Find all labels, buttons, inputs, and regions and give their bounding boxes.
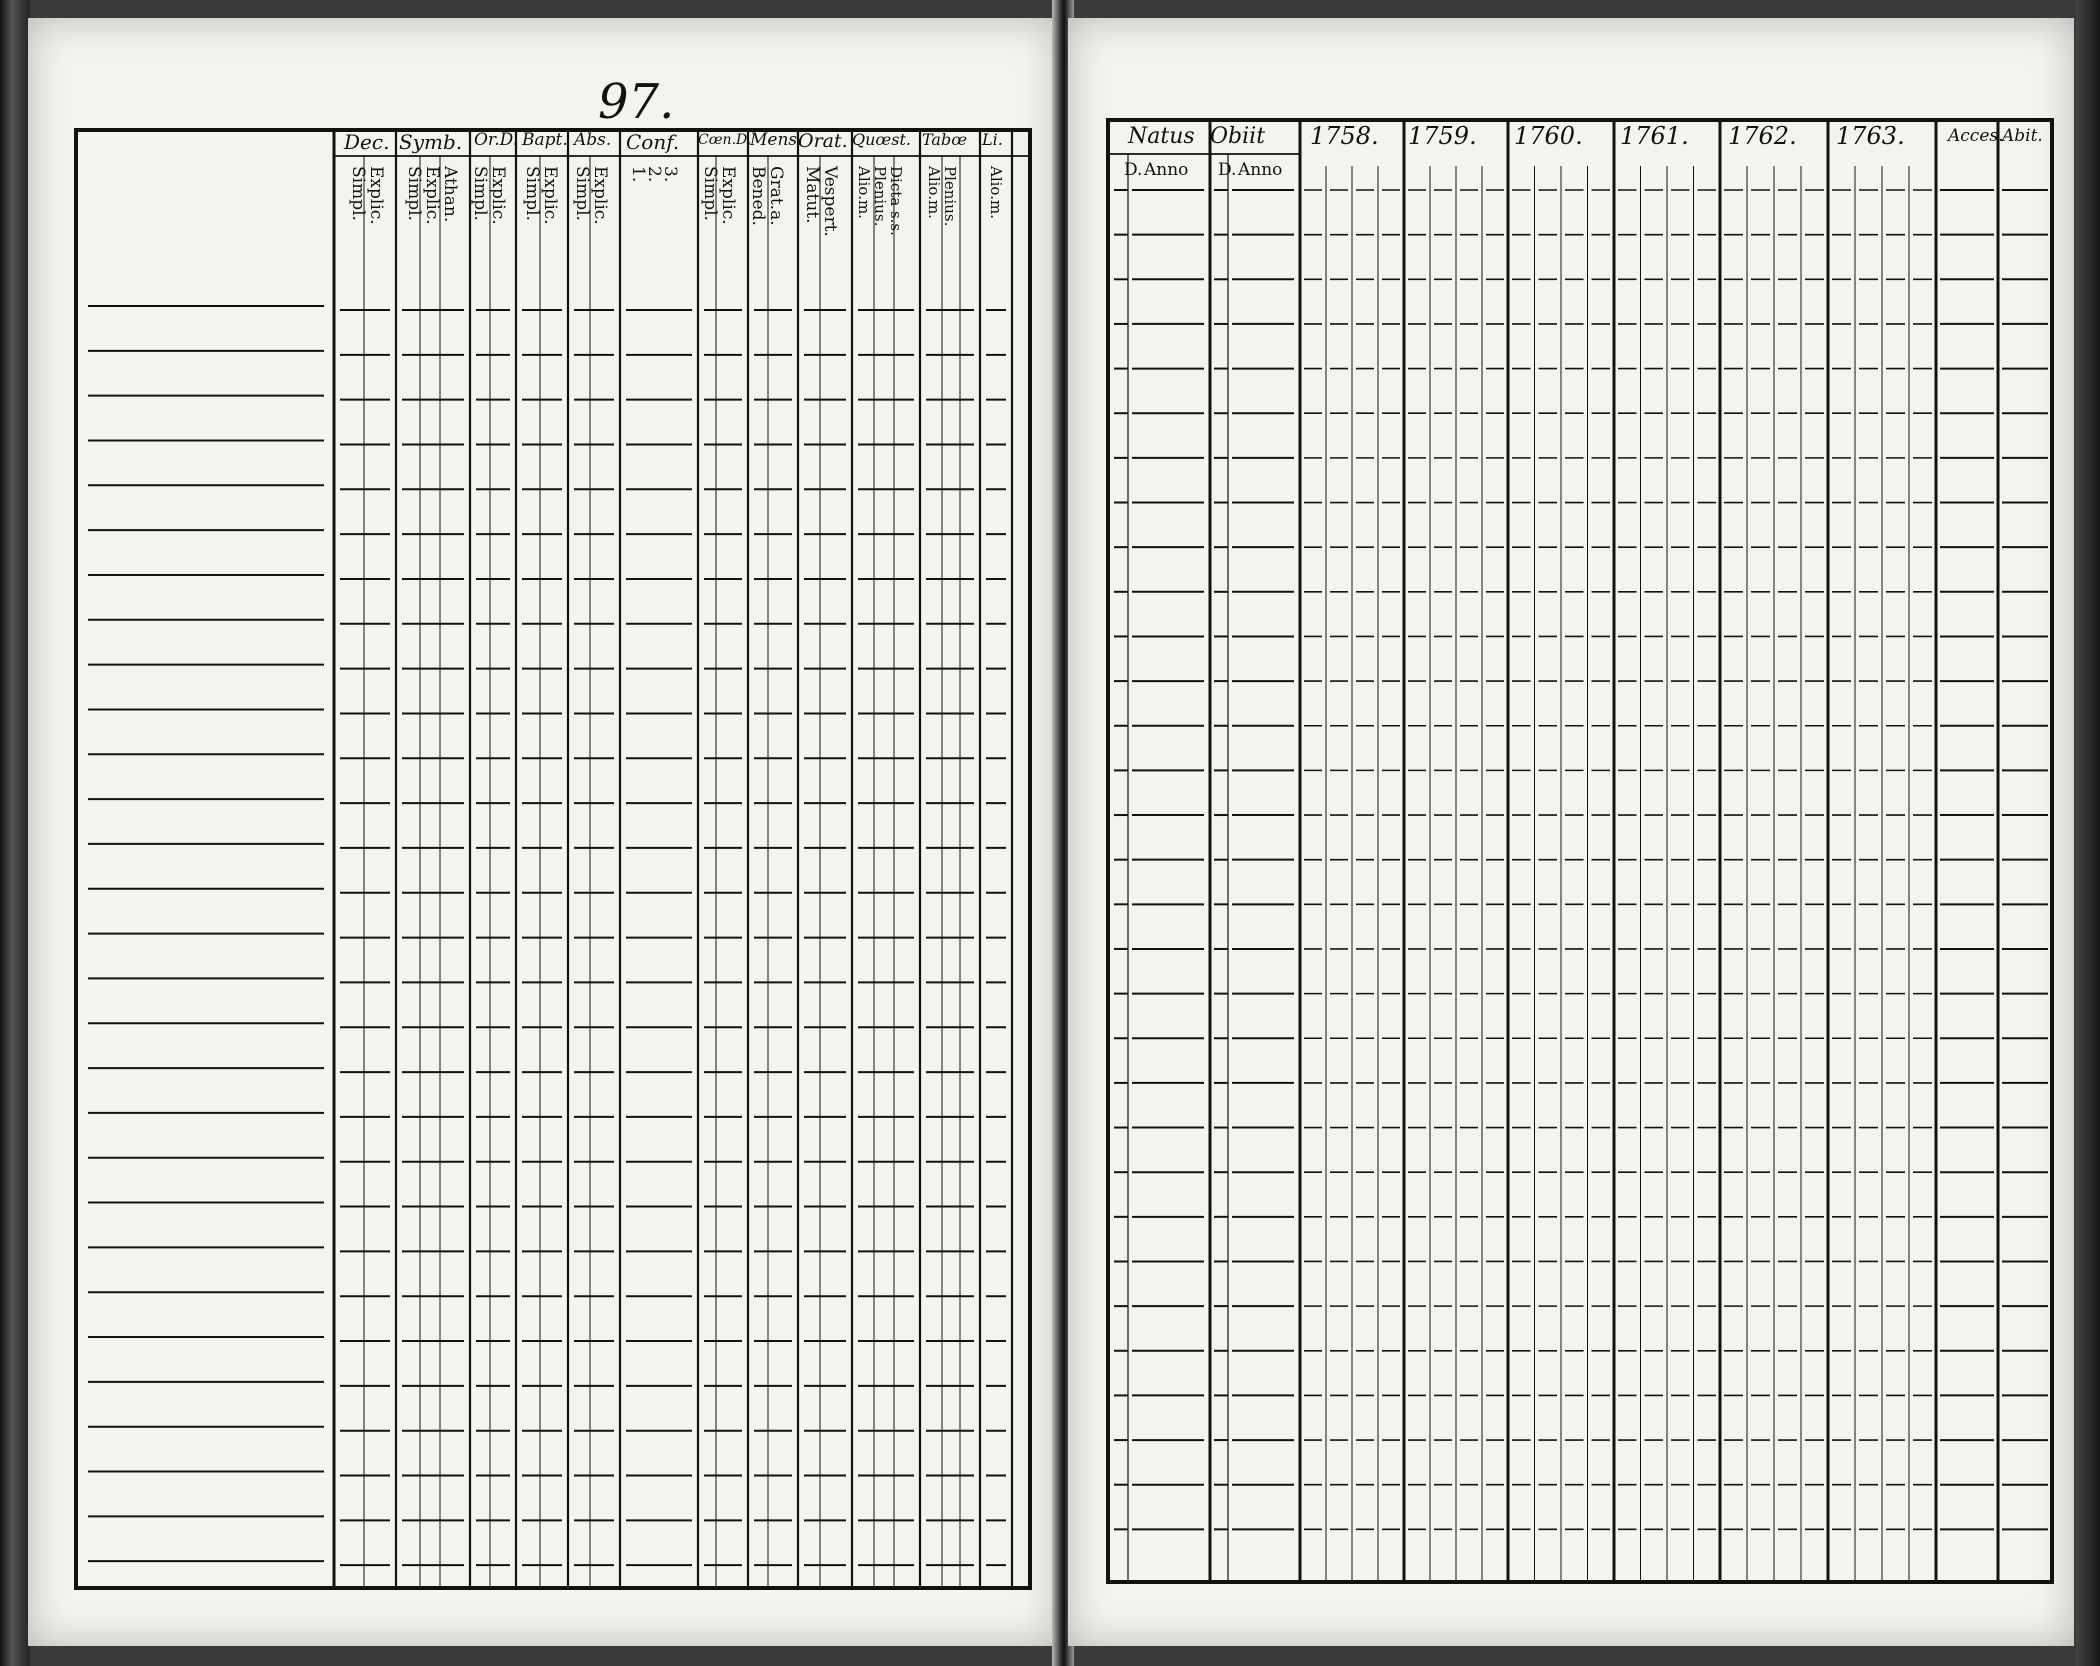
sub-ord-explic: Explic.: [488, 166, 508, 225]
sub-conf-2: 2.: [644, 166, 664, 183]
sub-quaest-dicta: Dicta s.s.: [887, 166, 905, 236]
year-1758: 1758.: [1310, 122, 1379, 150]
col-header-orat: Orat.: [798, 130, 848, 152]
right-book-edge: [2076, 0, 2100, 1666]
sub-dec-explic: Explic.: [366, 166, 386, 225]
col-header-li: Li.: [982, 130, 1003, 149]
year-1760: 1760.: [1514, 122, 1583, 150]
col-header-quaest: Quœst.: [852, 130, 911, 149]
left-ruled-table: [28, 18, 1058, 1646]
sub-ord-simpl: Simpl.: [470, 166, 490, 221]
sub-orat-vespert: Vespert.: [820, 166, 840, 237]
col-header-natus: Natus: [1128, 124, 1195, 149]
sub-bapt-simpl: Simpl.: [522, 166, 542, 221]
sub-mens-bened: Bened.: [748, 166, 768, 226]
col-header-dec: Dec.: [344, 130, 390, 154]
sub-tabae-plenius: Plenius.: [941, 166, 959, 227]
year-1761: 1761.: [1620, 122, 1689, 150]
obiit-anno: Anno: [1238, 160, 1283, 180]
sub-quaest-plenius: Plenius.: [871, 166, 889, 227]
col-header-acces: Acces.: [1948, 126, 2004, 146]
sub-coend-simpl: Simpl.: [700, 166, 720, 221]
sub-li-alio: Alio.m.: [987, 166, 1005, 219]
left-table-frame: [76, 130, 1030, 1588]
col-header-abit: Abit.: [2002, 126, 2043, 146]
sub-conf-1: 1.: [628, 166, 648, 183]
year-1763: 1763.: [1836, 122, 1905, 150]
sub-orat-matut: Matut.: [802, 166, 822, 224]
sub-bapt-explic: Explic.: [540, 166, 560, 225]
year-1762: 1762.: [1728, 122, 1797, 150]
col-header-conf: Conf.: [626, 130, 680, 154]
sub-abs-explic: Explic.: [590, 166, 610, 225]
col-header-obiit: Obiit: [1210, 124, 1266, 149]
sub-symb-athan: Athan.: [440, 166, 460, 223]
natus-anno: Anno: [1144, 160, 1189, 180]
sub-quaest-alio: Alio.m.: [855, 166, 873, 219]
col-header-abs: Abs.: [574, 130, 612, 150]
natus-day: D.: [1124, 160, 1143, 180]
col-header-symb: Symb.: [399, 130, 463, 154]
sub-symb-explic: Explic.: [422, 166, 442, 225]
sub-symb-simpl: Simpl.: [404, 166, 424, 221]
sub-abs-simpl: Simpl.: [572, 166, 592, 221]
col-header-mens: Mens.: [750, 130, 803, 150]
left-page: [28, 18, 1058, 1646]
right-ruled-table: [1068, 18, 2074, 1646]
sub-conf-3: 3.: [660, 166, 680, 183]
right-page: [1068, 18, 2074, 1646]
sub-tabae-alio: Alio.m.: [925, 166, 943, 219]
obiit-day: D.: [1218, 160, 1237, 180]
col-header-coend: Cœn.D.: [698, 132, 752, 148]
year-1759: 1759.: [1408, 122, 1477, 150]
sub-mens-grat: Grat.a.: [766, 166, 786, 226]
sub-coend-explic: Explic.: [718, 166, 738, 225]
col-header-ord: Or.D.: [474, 130, 519, 150]
sub-dec-simpl: Simpl.: [348, 166, 368, 221]
page-number: 97.: [598, 74, 675, 130]
col-header-bapt: Bapt.: [522, 130, 568, 150]
right-table-frame: [1108, 120, 2052, 1582]
left-book-edge: [0, 0, 30, 1666]
col-header-tabae: Tabœ: [922, 130, 968, 149]
